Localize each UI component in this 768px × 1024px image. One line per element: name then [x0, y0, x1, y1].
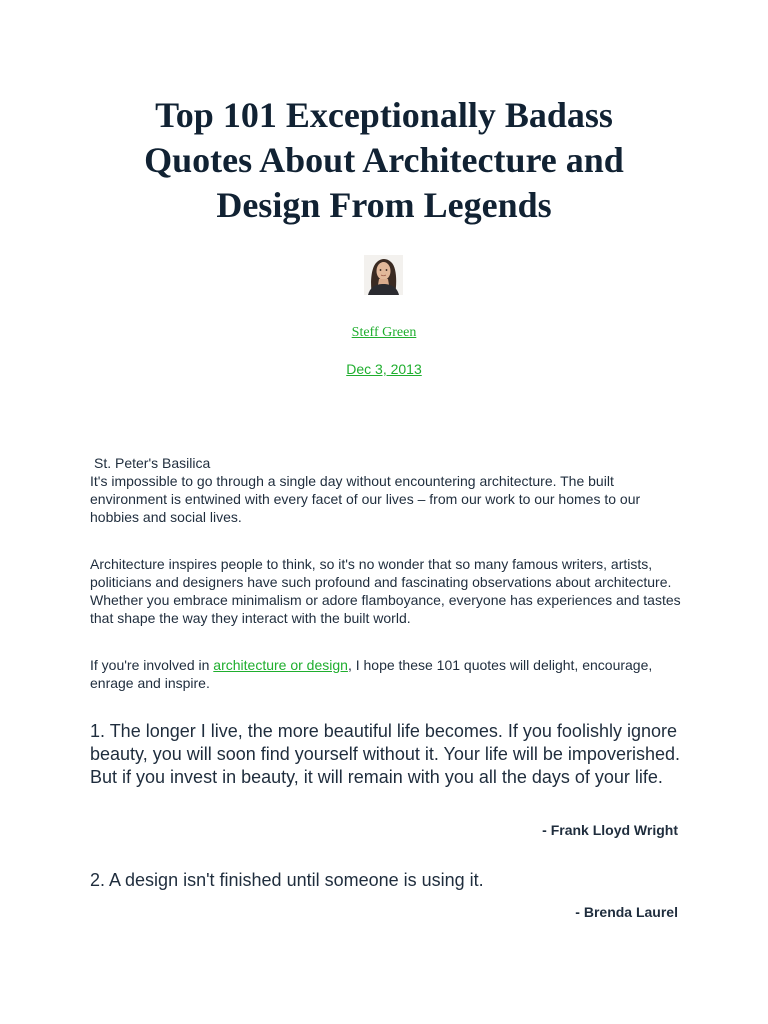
architecture-design-link[interactable]: architecture or design [213, 657, 348, 673]
paragraph-text-before-link: If you're involved in [90, 657, 214, 673]
quote-2-attribution: - Brenda Laurel [575, 904, 678, 920]
publish-date-link[interactable]: Dec 3, 2013 [346, 361, 422, 377]
quote-1-text: 1. The longer I live, the more beautiful life becomes. If you foolishly ignore beauty, you will soon find yourself without it. Your life will be impoverished. But if you invest in beauty, it will remain with you all the days of your life. [90, 721, 680, 787]
paragraph-text-after-link: , I hope these 101 quotes will delight, encourage, enrage and inspire. [90, 657, 653, 691]
author-link[interactable]: Steff Green [351, 325, 417, 340]
quote-2-text: 2. A design isn't finished until someone is using it. [90, 870, 484, 890]
article-title: Top 101 Exceptionally Badass Quotes About Architecture and Design From Legends [144, 95, 624, 225]
intro-paragraph: It's impossible to go through a single day without encountering architecture. The built environment is entwined with every facet of our lives – from our work to our homes to our hobbies and social lives. [90, 473, 641, 525]
third-paragraph [90, 656, 690, 692]
author-avatar [364, 255, 403, 295]
quote-1-attribution: - Frank Lloyd Wright [542, 822, 678, 838]
second-paragraph: Architecture inspires people to think, so it's no wonder that so many famous writers, artists, politicians and designers have such profound and fascinating observations about architecture. Whether you embrace minimalism or adore flamboyance, everyone has experiences and tastes that shape the way they interact with the built world. [90, 556, 681, 626]
image-caption: St. Peter's Basilica [94, 455, 211, 471]
